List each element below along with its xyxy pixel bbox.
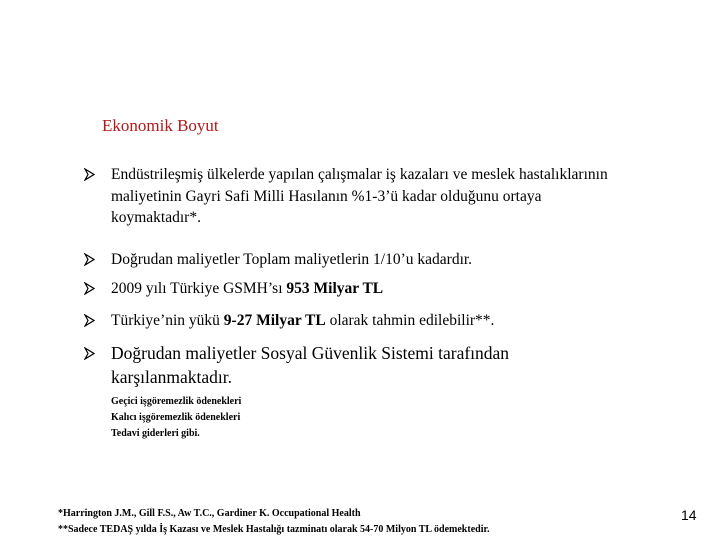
bullet-item-gdp-cost xyxy=(84,164,624,229)
bullet-text: Doğrudan maliyetler Toplam maliyetlerin 1/10’u kadardır. xyxy=(111,251,473,268)
page-number: 14 xyxy=(681,507,697,523)
bullet-item-direct-costs xyxy=(84,249,472,271)
bullet-text: Endüstrileşmiş ülkelerde yapılan çalışmalar iş kazaları ve meslek hastalıklarının maliyetinin Gayri Safi Milli Hasılanın %1-3’ü kadar olduğunu ortaya koymaktadır*. xyxy=(111,166,608,226)
bullet-item-social-security xyxy=(84,341,624,389)
section-heading: Ekonomik Boyut xyxy=(102,116,219,135)
bullet-text: olarak tahmin edilebilir**. xyxy=(325,312,495,329)
footnotes xyxy=(58,506,490,538)
bullet-emphasis: 953 Milyar TL xyxy=(286,280,384,297)
arrow-bullet-icon xyxy=(84,314,95,327)
bullet-text: Doğrudan maliyetler Sosyal Güvenlik Sistemi tarafından karşılanmaktadır. xyxy=(111,343,510,387)
footnote-tedas: **Sadece TEDAŞ yılda İş Kazası ve Meslek Hastalığı tazminatı olarak 54-70 Milyon TL ödemektedir. xyxy=(58,524,490,535)
footnote-reference: *Harrington J.M., Gill F.S., Aw T.C., Gardiner K. Occupational Health xyxy=(58,508,361,519)
sub-note: Kalıcı işgöremezlik ödenekleri xyxy=(111,412,241,423)
bullet-text: Türkiye’nin yükü xyxy=(111,312,224,329)
bullet-item-turkey-burden xyxy=(84,310,494,332)
sub-notes xyxy=(111,394,241,442)
arrow-bullet-icon xyxy=(84,347,95,360)
bullet-text: 2009 yılı Türkiye GSMH’sı xyxy=(111,280,287,297)
arrow-bullet-icon xyxy=(84,253,95,266)
bullet-item-gnp-2009 xyxy=(84,278,383,300)
sub-note: Geçici işgöremezlik ödenekleri xyxy=(111,396,242,407)
arrow-bullet-icon xyxy=(84,168,95,181)
arrow-bullet-icon xyxy=(84,282,95,295)
sub-note: Tedavi giderleri gibi. xyxy=(111,428,200,439)
bullet-emphasis: 9-27 Milyar TL xyxy=(223,312,326,329)
